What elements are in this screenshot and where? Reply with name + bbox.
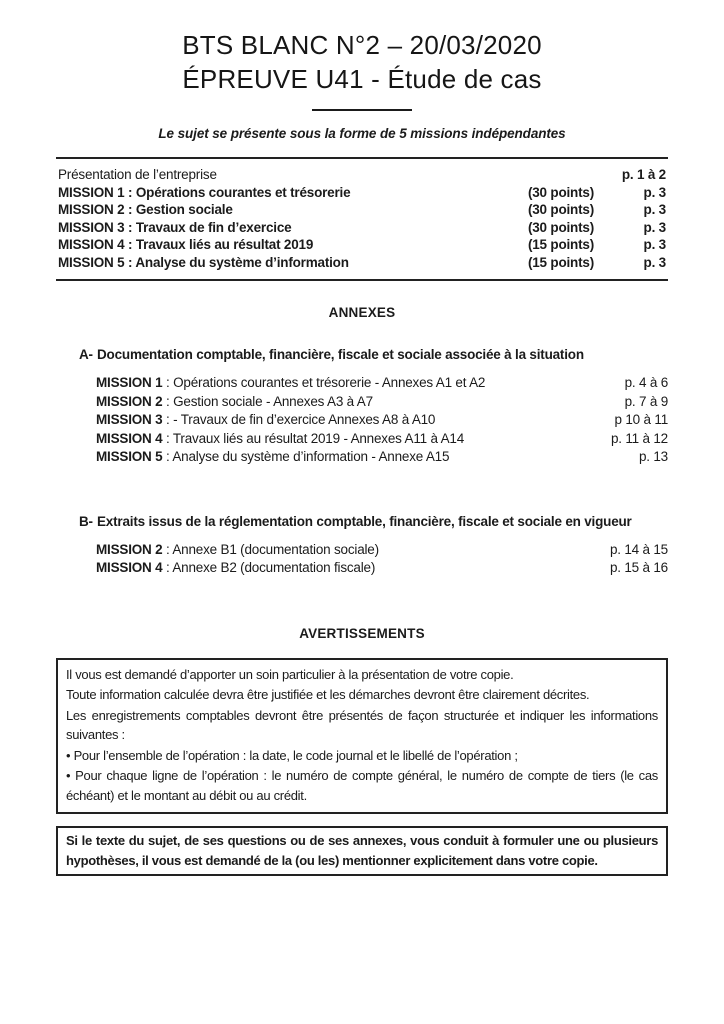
toc-pages: p. 3 <box>643 202 666 217</box>
notice-paragraph: Toute information calculée devra être justifiée et les démarches devront être clairement décrites. <box>66 687 590 702</box>
toc-row-presentation <box>58 166 666 184</box>
annex-pages: p. 11 à 12 <box>610 430 668 446</box>
toc-label: MISSION 1 : Opérations courantes et trésorerie <box>58 184 351 200</box>
mission-name: MISSION 3 <box>96 412 163 427</box>
notice-bullet: • Pour l’ensemble de l’opération : la date, le code journal et le libellé de l’opération ; <box>66 747 518 763</box>
toc-row-mission-4 <box>58 236 666 254</box>
section-a-title-text: Documentation comptable, financière, fiscale et sociale associée à la situation <box>97 347 584 362</box>
toc-pages: p. 3 <box>643 254 666 270</box>
notice-paragraph: Il vous est demandé d’apporter un soin particulier à la présentation de votre copie. <box>66 666 514 682</box>
toc-pages: p. 3 <box>643 219 666 235</box>
toc-row-mission-3 <box>58 219 666 237</box>
notice-bullet: • Pour chaque ligne de l’opération : le numéro de compte général, le numéro de compte de tiers (le cas échéant) et le montant au débit ou au crédit. <box>66 768 658 803</box>
page-content <box>56 0 668 876</box>
toc-label: Présentation de l’entreprise <box>58 167 217 182</box>
page-title-line2: ÉPREUVE U41 - Étude de cas <box>182 64 542 94</box>
annex-pages: p. 7 à 9 <box>624 393 668 409</box>
toc-points: (30 points) <box>527 202 594 217</box>
toc-label: MISSION 3 : Travaux de fin d’exercice <box>58 219 292 235</box>
toc-pages: p. 3 <box>643 184 666 200</box>
list-item <box>96 541 668 560</box>
toc-label: MISSION 4 : Travaux liés au résultat 2019 <box>58 237 314 252</box>
mission-name: MISSION 4 <box>96 430 163 446</box>
list-item <box>96 430 668 449</box>
list-item <box>96 559 668 578</box>
annex-description: : - Travaux de fin d’exercice Annexes A8 à A10 <box>162 412 436 427</box>
annexes-section-b-title <box>56 514 668 529</box>
list-item <box>96 448 668 467</box>
avertissements-heading: AVERTISSEMENTS <box>299 625 425 641</box>
annex-list-b <box>56 541 668 578</box>
mission-name: MISSION 4 <box>96 560 163 575</box>
toc-pages: p. 1 à 2 <box>621 167 666 182</box>
annexes-section-a-title <box>56 347 668 362</box>
annex-description: : Annexe B2 (documentation fiscale) <box>162 560 376 575</box>
title-block <box>56 0 668 141</box>
annex-description: : Analyse du système d’information - Annexe A15 <box>162 449 450 464</box>
toc-row-mission-1 <box>58 184 666 202</box>
toc-row-mission-2 <box>58 201 666 219</box>
section-b-prefix: B- <box>79 513 93 529</box>
annex-list-a <box>56 374 668 467</box>
title-separator-rule <box>312 109 412 111</box>
annex-pages: p 10 à 11 <box>614 412 668 427</box>
notice-box <box>56 658 668 815</box>
mission-name: MISSION 2 <box>96 541 163 557</box>
mission-name: MISSION 2 <box>96 393 163 409</box>
toc-points: (30 points) <box>527 184 594 200</box>
toc-label: MISSION 2 : Gestion sociale <box>58 202 233 217</box>
toc-points: (30 points) <box>527 219 594 235</box>
toc-points: (15 points) <box>527 237 594 252</box>
list-item <box>96 374 668 393</box>
section-b-title-text: Extraits issus de la réglementation comptable, financière, fiscale et sociale en vigueur <box>97 513 632 529</box>
subject-subtitle: Le sujet se présente sous la forme de 5 missions indépendantes <box>158 126 566 141</box>
annex-pages: p. 13 <box>638 449 668 464</box>
annexes-heading: ANNEXES <box>328 305 396 320</box>
notice-paragraph: Les enregistrements comptables devront être présentés de façon structurée et indiquer les informations suivantes : <box>66 707 658 742</box>
hypothesis-box: Si le texte du sujet, de ses questions ou de ses annexes, vous conduit à formuler une ou plusieurs hypothèses, il vous est demandé de la (ou les) mentionner explicitement dans votre copie. <box>56 826 668 876</box>
mission-name: MISSION 1 <box>96 375 163 390</box>
page-title-line1: BTS BLANC N°2 – 20/03/2020 <box>182 30 542 60</box>
annex-description: : Annexe B1 (documentation sociale) <box>162 541 379 557</box>
section-a-prefix: A- <box>79 347 93 362</box>
toc-points: (15 points) <box>527 254 594 270</box>
annex-pages: p. 4 à 6 <box>624 375 668 390</box>
annex-pages: p. 14 à 15 <box>609 541 668 557</box>
annex-description: : Travaux liés au résultat 2019 - Annexes A11 à A14 <box>162 430 465 446</box>
mission-name: MISSION 5 <box>96 449 163 464</box>
list-item <box>96 393 668 412</box>
list-item <box>96 411 668 430</box>
table-of-contents <box>56 157 668 281</box>
annex-description: : Gestion sociale - Annexes A3 à A7 <box>162 393 373 409</box>
annex-description: : Opérations courantes et trésorerie - Annexes A1 et A2 <box>162 375 486 390</box>
toc-row-mission-5 <box>58 254 666 272</box>
annex-pages: p. 15 à 16 <box>609 560 668 575</box>
toc-label: MISSION 5 : Analyse du système d’information <box>58 254 349 270</box>
toc-pages: p. 3 <box>643 237 666 252</box>
